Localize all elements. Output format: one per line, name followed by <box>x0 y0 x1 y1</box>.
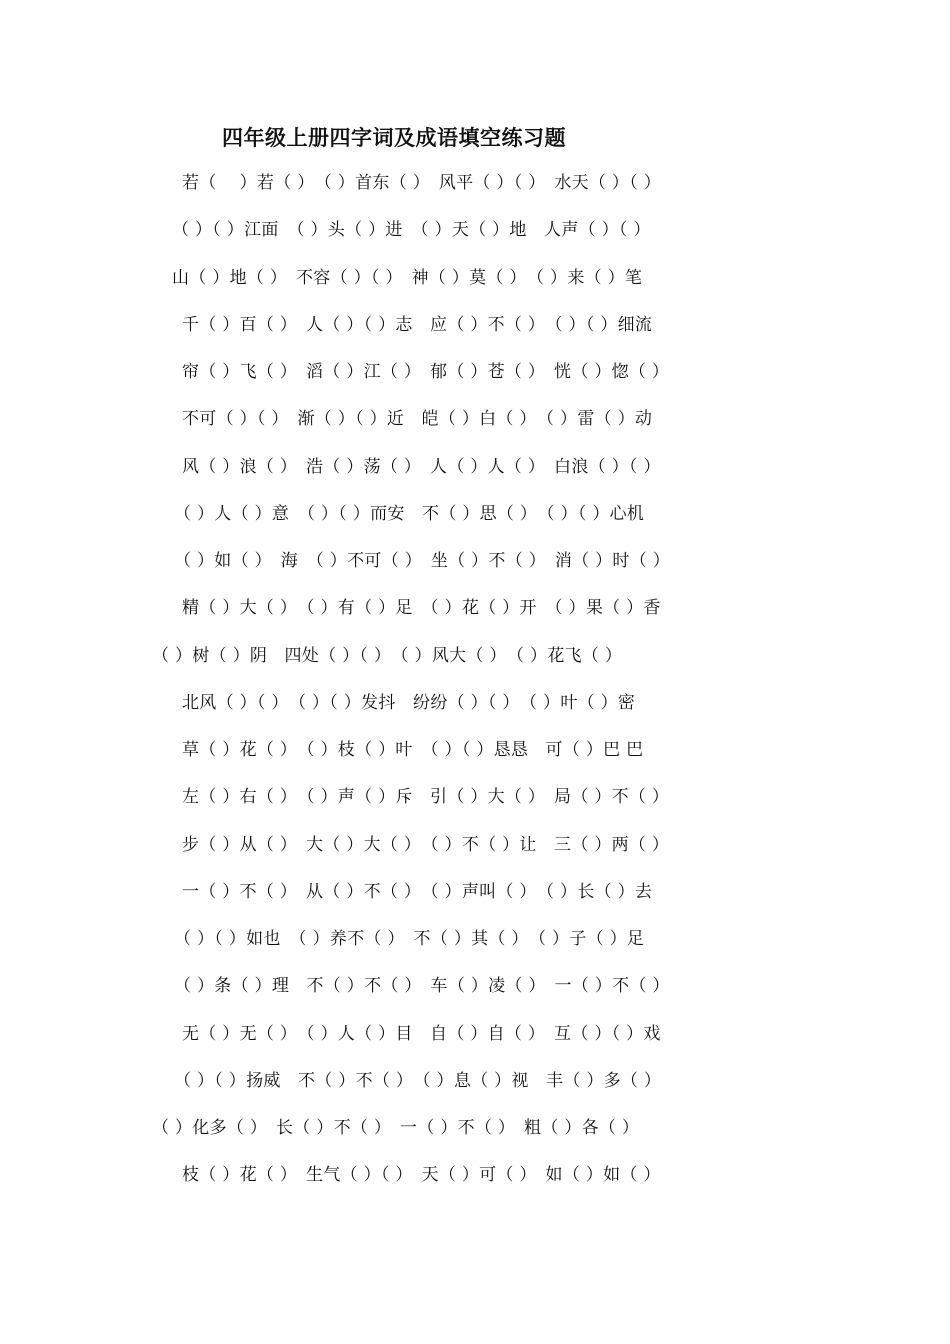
exercise-row: 风（ ）浪（ ） 浩（ ）荡（ ） 人（ ）人（ ） 白浪（ ）（ ） <box>182 456 661 477</box>
exercise-row: 左（ ）右（ ） （ ）声（ ）斥 引（ ）大（ ） 局（ ）不（ ） <box>182 787 670 808</box>
exercise-row: （ ）化多（ ） 长（ ）不（ ） 一（ ）不（ ） 粗（ ）各（ ） <box>152 1118 640 1138</box>
exercise-row: （ ）（ ）如也 （ ）养不（ ） 不（ ）其（ ） （ ）子（ ）足 <box>174 929 645 949</box>
exercise-row: （ ）树（ ）阴 四处（ ）（ ） （ ）风大（ ） （ ）花飞（ ） <box>152 645 623 666</box>
exercise-row: 步（ ）从（ ） 大（ ）大（ ） （ ）不（ ）让 三（ ）两（ ） <box>182 834 670 855</box>
exercise-row: （ ）（ ）扬威 不（ ）不（ ） （ ）息（ ）视 丰（ ）多（ ） <box>174 1070 662 1091</box>
exercise-list <box>0 170 950 1210</box>
exercise-row: 草（ ）花（ ） （ ）枝（ ）叶 （ ）（ ）恳恳 可（ ）巴 巴 <box>182 740 644 760</box>
exercise-row: 若（ ）若（ ） （ ）首东（ ） 风平（ ）（ ） 水天（ ）（ ） <box>182 173 662 193</box>
exercise-row: （ ）条（ ）理 不（ ）不（ ） 车（ ）凌（ ） 一（ ）不（ ） <box>174 976 670 997</box>
exercise-row: 枝（ ）花（ ） 生气（ ）（ ） 天（ ）可（ ） 如（ ）如（ ） <box>182 1165 661 1186</box>
exercise-row: 精（ ）大（ ） （ ）有（ ）足 （ ）花（ ）开 （ ）果（ ）香 <box>182 598 661 619</box>
document-title: 四年级上册四字词及成语填空练习题 <box>222 126 566 150</box>
exercise-row: 不可（ ）（ ） 渐（ ）（ ）近 皑（ ）白（ ） （ ）雷（ ）动 <box>182 409 653 430</box>
exercise-row: 山（ ）地（ ） 不容（ ）（ ） 神（ ）莫（ ） （ ）来（ ）笔 <box>172 267 643 288</box>
exercise-row: 帘（ ）飞（ ） 滔（ ）江（ ） 郁（ ）苍（ ） 恍（ ）惚（ ） <box>182 362 670 382</box>
exercise-row: 一（ ）不（ ） 从（ ）不（ ） （ ）声叫（ ） （ ）长（ ）去 <box>182 881 653 902</box>
exercise-row: 北风（ ）（ ） （ ）（ ）发抖 纷纷（ ）（ ） （ ）叶（ ）密 <box>182 692 636 713</box>
exercise-row: （ ）（ ）江面 （ ）头（ ）进 （ ）天（ ）地 人声（ ）（ ） <box>172 220 651 241</box>
exercise-row: 无（ ）无（ ） （ ）人（ ）目 自（ ）自（ ） 互（ ）（ ）戏 <box>182 1023 661 1044</box>
exercise-row: （ ）人（ ）意 （ ）（ ）而安 不（ ）思（ ） （ ）（ ）心机 <box>174 503 645 524</box>
exercise-row: （ ）如（ ） 海 （ ）不可（ ） 坐（ ）不（ ） 消（ ）时（ ） <box>174 551 671 571</box>
exercise-row: 千（ ）百（ ） 人（ ）（ ）志 应（ ）不（ ） （ ）（ ）细流 <box>182 314 653 335</box>
